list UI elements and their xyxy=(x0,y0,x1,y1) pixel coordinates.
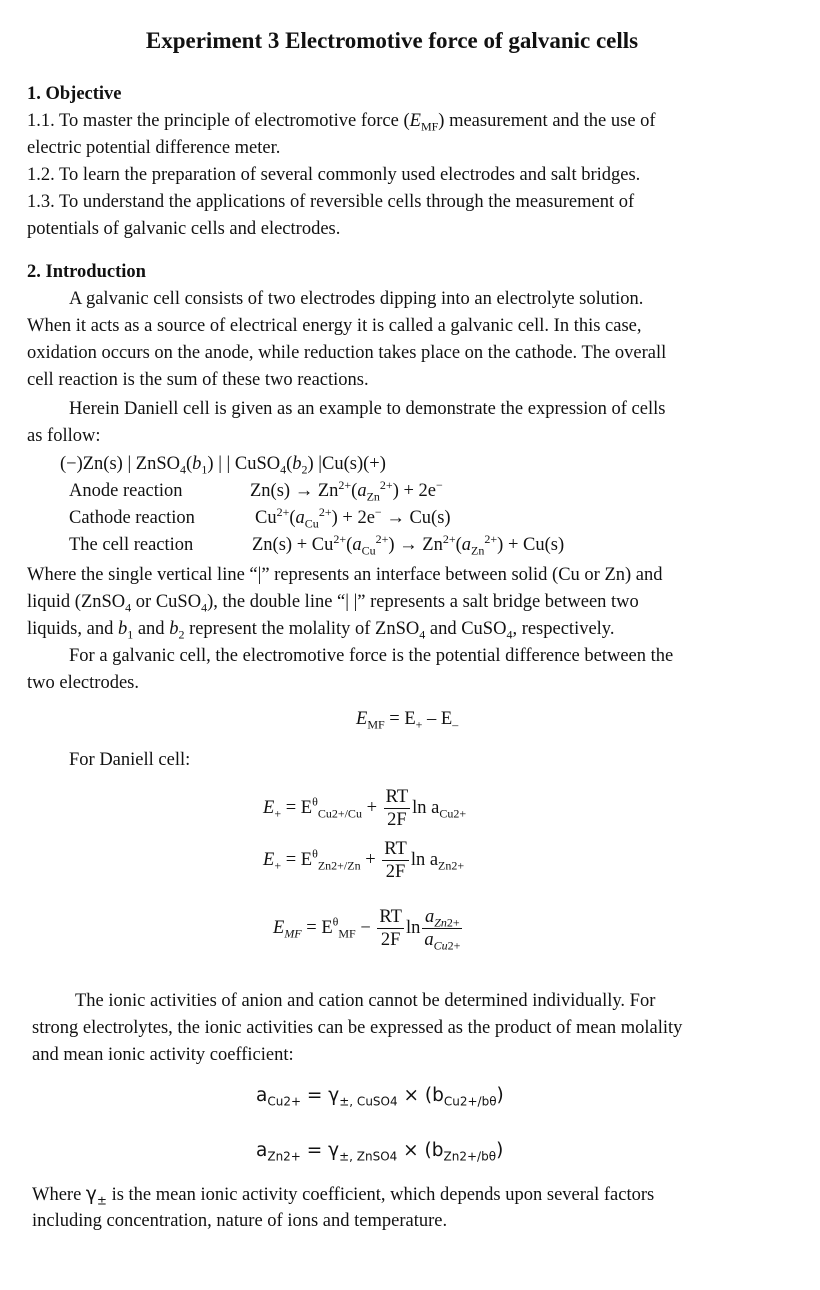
nernst-equation-emf: $E_{MF} = E^\theta_{MF}$ − $\frac{RT}{2F}$ ln $\frac{a_{Zn2+}}{a_{Cu2+}}$ xyxy=(273,907,461,953)
objective-heading: 1. Objective xyxy=(27,84,122,104)
emf-equation: $E_{MF} = E_+ - E_-$ xyxy=(356,709,459,732)
activity-equation-zn: $a_{Zn2+} = \gamma_{\pm, ZnSO4} \times (b_{Zn2+/b\theta})$ xyxy=(256,1140,504,1164)
cell-reaction-label: The cell reaction xyxy=(69,535,194,555)
intro-para1-line-4: cell reaction is the sum of these two reactions. xyxy=(27,370,369,390)
objective-line-1: 1.1. To master the principle of electromotive force $(E_{MF})$ measurement and the use of xyxy=(27,111,656,134)
objective-line-2: electric potential difference meter. xyxy=(27,138,281,158)
nernst-equation-cathode: $E_+ = E^\theta_{Cu2+/Cu}$ + $\frac{RT}{2F}$ $\ln a_{Cu2+}$ xyxy=(263,787,467,830)
intro-para3-line-2: liquid (ZnSO$_4$ or CuSO$_4$), the double line “| |” represents a salt bridge between two xyxy=(27,592,639,615)
cell-notation: (−)Zn(s) | $ZnSO_4(b_1)$ | | $CuSO_4(b_2)$ |Cu(s)(+) xyxy=(60,454,386,477)
cathode-equation: $Cu^{2+}(a_{Cu}^{2+}) + 2e^- \to Cu(s)$ xyxy=(255,504,451,531)
intro-para2-line-1: Herein Daniell cell is given as an example to demonstrate the expression of cells xyxy=(69,399,666,419)
intro-para5-line-2: strong electrolytes, the ionic activities can be expressed as the product of mean molality xyxy=(32,1018,683,1038)
intro-para5-line-1: The ionic activities of anion and cation cannot be determined individually. For xyxy=(75,991,656,1011)
intro-para6-line-1: Where $\gamma_\pm$ is the mean ionic activity coefficient, which depends upon several factors xyxy=(32,1184,655,1208)
intro-para5-line-3: and mean ionic activity coefficient: xyxy=(32,1045,294,1065)
intro-para6-line-2: including concentration, nature of ions and temperature. xyxy=(32,1211,448,1231)
nernst-equation-anode: $E_+ = E^\theta_{Zn2+/Zn}$ + $\frac{RT}{2F}$ $\ln a_{Zn2+}$ xyxy=(263,839,465,882)
intro-para4-line-1: For a galvanic cell, the electromotive force is the potential difference between the xyxy=(69,646,674,666)
cathode-label: Cathode reaction xyxy=(69,508,195,528)
objective-line-4: 1.3. To understand the applications of reversible cells through the measurement of xyxy=(27,192,635,212)
intro-para3-line-1: Where the single vertical line “|” represents an interface between solid (Cu or Zn) and xyxy=(27,565,663,585)
intro-para1-line-2: When it acts as a source of electrical energy it is called a galvanic cell. In this case, xyxy=(27,316,642,336)
anode-equation: $Zn(s) \to Zn^{2+}(a_{Zn}^{2+}) + 2e^-$ xyxy=(250,477,443,504)
intro-para2-line-2: as follow: xyxy=(27,426,101,446)
introduction-heading: 2. Introduction xyxy=(27,262,146,282)
intro-para1-line-3: oxidation occurs on the anode, while reduction takes place on the cathode. The overall xyxy=(27,343,667,363)
page-title: Experiment 3 Electromotive force of galvanic cells xyxy=(145,28,639,53)
cell-reaction-equation: $Zn(s) + Cu^{2+}(a_{Cu}^{2+}) \to Zn^{2+}(a_{Zn}^{2+}) + Cu(s)$ xyxy=(252,531,565,558)
objective-line-3: 1.2. To learn the preparation of several commonly used electrodes and salt bridges. xyxy=(27,165,641,185)
activity-equation-cu: $a_{Cu2+} = \gamma_{\pm, CuSO4} \times (b_{Cu2+/b\theta})$ xyxy=(256,1085,504,1109)
intro-para3-line-3: liquids, and $b_1$ and $b_2$ represent the molality of ZnSO$_4$ and CuSO$_4$, respectively. xyxy=(27,619,615,642)
objective-line-5: potentials of galvanic cells and electrodes. xyxy=(27,219,341,239)
intro-para4-line-2: two electrodes. xyxy=(27,673,139,693)
daniell-label: For Daniell cell: xyxy=(69,750,191,770)
anode-label: Anode reaction xyxy=(69,481,183,501)
intro-para1-line-1: A galvanic cell consists of two electrodes dipping into an electrolyte solution. xyxy=(69,289,644,309)
